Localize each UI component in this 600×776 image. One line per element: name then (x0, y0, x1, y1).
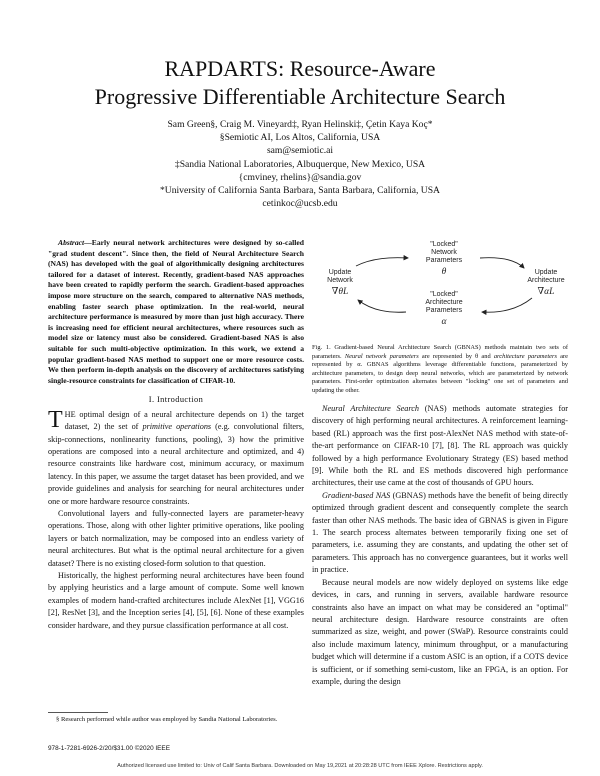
arrow-top-left (356, 258, 408, 266)
email-3: cetinkoc@ucsb.edu (262, 198, 338, 209)
license-line: Authorized licensed use limited to: Univ of Calif Santa Barbara. Downloaded on May 19,2021 at 20:28:28 UTC from IEEE Xplore. Restrictions apply. (117, 763, 483, 769)
copyright-line: 978-1-7281-6926-2/20/$31.00 ©2020 IEEE (48, 745, 170, 752)
abstract-label: Abstract (58, 238, 85, 247)
abstract-text: —Early neural network architectures were designed by so-called "grad student descent". Since then, the field of Neural Architecture Search (NAS) has developed with the goal of algorithmically designing architectures tailored for a dataset of interest. Recently, gradient-based NAS approaches have been created to rapidly perform the search. Gradient-based approaches impose more structure on the search, compared to alternative NAS methods, enabling faster search phase optimization. In the real-world, neural architecture performance is measured by more than just high accuracy. There is increasing need for efficient neural architectures, where resources such as model size or latency must also be considered. Gradient-based NAS is also suitable for such multi-objective optimization. In this work, we extend a popular gradient-based NAS method to support one or more resource costs. We then perform in-depth analysis on the discovery of architectures satisfying single-resource constraints for classification of CIFAR-10. (48, 238, 304, 385)
left-column (48, 238, 304, 632)
intro-paragraph-2: Convolutional layers and fully-connected layers are parameter-heavy operations. Those, along with other lighter primitive operations, like pooling layers or batch normalization, may be composed into an endless variety of neural architectures. But what is the optimal neural architecture for a given dataset? There is no existing closed-form solution to that question. (48, 508, 304, 568)
top-label-line3: Parameters (425, 257, 463, 264)
right-column (312, 403, 568, 688)
intro-paragraph-1: THE optimal design of a neural architecture depends on 1) the target dataset, 2) the set of primitive operations (e.g. convolutional filters, skip-connections, nonlinearity functions, pooling), 3) how the primitive operations are composed into a neural architecture and optimized, and 4) resource constraints like hardware cost, minimum accuracy, or maximum latency. In this paper, we assume the target dataset has been provided, and we provide guidelines and analysis for searching for neural architectures under one or more hardware resource constraints. (48, 406, 304, 506)
theta-symbol: θ (441, 267, 447, 277)
left-label-line1: Update (328, 269, 352, 276)
paper-title-line1: RAPDARTS: Resource-Aware (164, 56, 436, 81)
gbnas-cycle-figure (312, 236, 568, 336)
email-1: sam@semiotic.ai (266, 145, 334, 156)
abstract (48, 238, 304, 386)
paper-title-line2: Progressive Differentiable Architecture Search (94, 84, 506, 109)
grad-theta-symbol: ∇θL (331, 287, 349, 297)
author-names: Sam Green§, Craig M. Vineyard‡, Ryan Helinski‡, Çetin Kaya Koç* (167, 119, 433, 130)
bottom-label-line3: Parameters (425, 307, 463, 314)
arrow-top-right (480, 258, 524, 268)
nas-paragraph: Neural Architecture Search (NAS) methods automate strategies for discovery of high performing neural architectures. A reinforcement learning-based (RL) approach was the first post-AlexNet NAS method with state-of-the-art performance on CIFAR-10 [7], [8]. The RL approach was quickly followed by a high performance Evolutionary Strategy (ES) based method [9]. While both the RL and ES methods discovered high performance architectures, their use came at the cost of thousands of GPU hours. (312, 404, 569, 488)
bottom-label-line2: Architecture (425, 299, 463, 306)
grad-alpha-symbol: ∇αL (537, 287, 555, 297)
drop-cap: T (48, 406, 63, 433)
top-label-line2: Network (431, 249, 457, 256)
top-label-line1: "Locked" (430, 241, 458, 248)
figure-caption: Fig. 1. Gradient-based Neural Architecture Search (GBNAS) methods maintain two sets of parameters. Neural network parameters are represented by θ and architecture parameters are represented by α. GBNAS algorithms leverage differentiable functions, parameterized by architecture parameters, to design deep neural networks, which are parameterized by network parameters. First-order optimization alternates between "locking" one set of parameters and updating the other. (312, 344, 568, 394)
alpha-symbol: α (441, 317, 447, 327)
left-label-line2: Network (327, 277, 353, 284)
bottom-label-line1: "Locked" (430, 291, 458, 298)
affiliation-2: ‡Sandia National Laboratories, Albuquerque, New Mexico, USA (174, 159, 426, 170)
affiliation-1: §Semiotic AI, Los Altos, California, USA (219, 132, 381, 143)
constraints-paragraph: Because neural models are now widely deployed on systems like edge devices, in cars, and running in servers, available hardware resource constraints also have an impact on what may be considered an "optimal" neural architecture design. Hardware resource constraints are often summarized as size, weight, and power (SWaP). Resource constraints could also include maximum latency, minimum throughput, or a manufacturing budget which will determine if a custom ASIC is an option, if a COTS device is sufficient, or if something semi-custom, like an FPGA, is an option. For example, during the design (312, 577, 568, 686)
right-label-line1: Update (534, 269, 558, 276)
email-2: {cmviney, rhelins}@sandia.gov (238, 172, 362, 183)
arrow-bottom-right (482, 298, 532, 312)
footnote: § Research performed while author was employed by Sandia National Laboratories. (56, 716, 278, 723)
affiliation-3: *University of California Santa Barbara, Santa Barbara, California, USA (159, 185, 440, 196)
intro-paragraph-3: Historically, the highest performing neural architectures have been found by applying heuristics and a large amount of compute. Some well known examples of modern hand-crafted architectures include AlexNet [1], VGG16 [2], ResNet [3], and the Inception series [4], [5], [6]. None of these examples consider hardware, and they pursue classification performance at all cost. (48, 571, 304, 630)
right-label-line2: Architecture (527, 277, 565, 284)
gbnas-paragraph: Gradient-based NAS (GBNAS) methods have the benefit of being directly optimized through gradient descent and consequently complete the search faster than other NAS methods. The basic idea of GBNAS is given in Figure 1. The search process alternates between temporarily fixing one set of parameters, i.e. assuming they are constants, and updating the other set of parameters. This approach has no convergence guarantees, but it works well in practice. (312, 490, 569, 575)
intro-heading: I. Introduction (148, 395, 204, 405)
arrow-bottom-left (358, 300, 406, 312)
